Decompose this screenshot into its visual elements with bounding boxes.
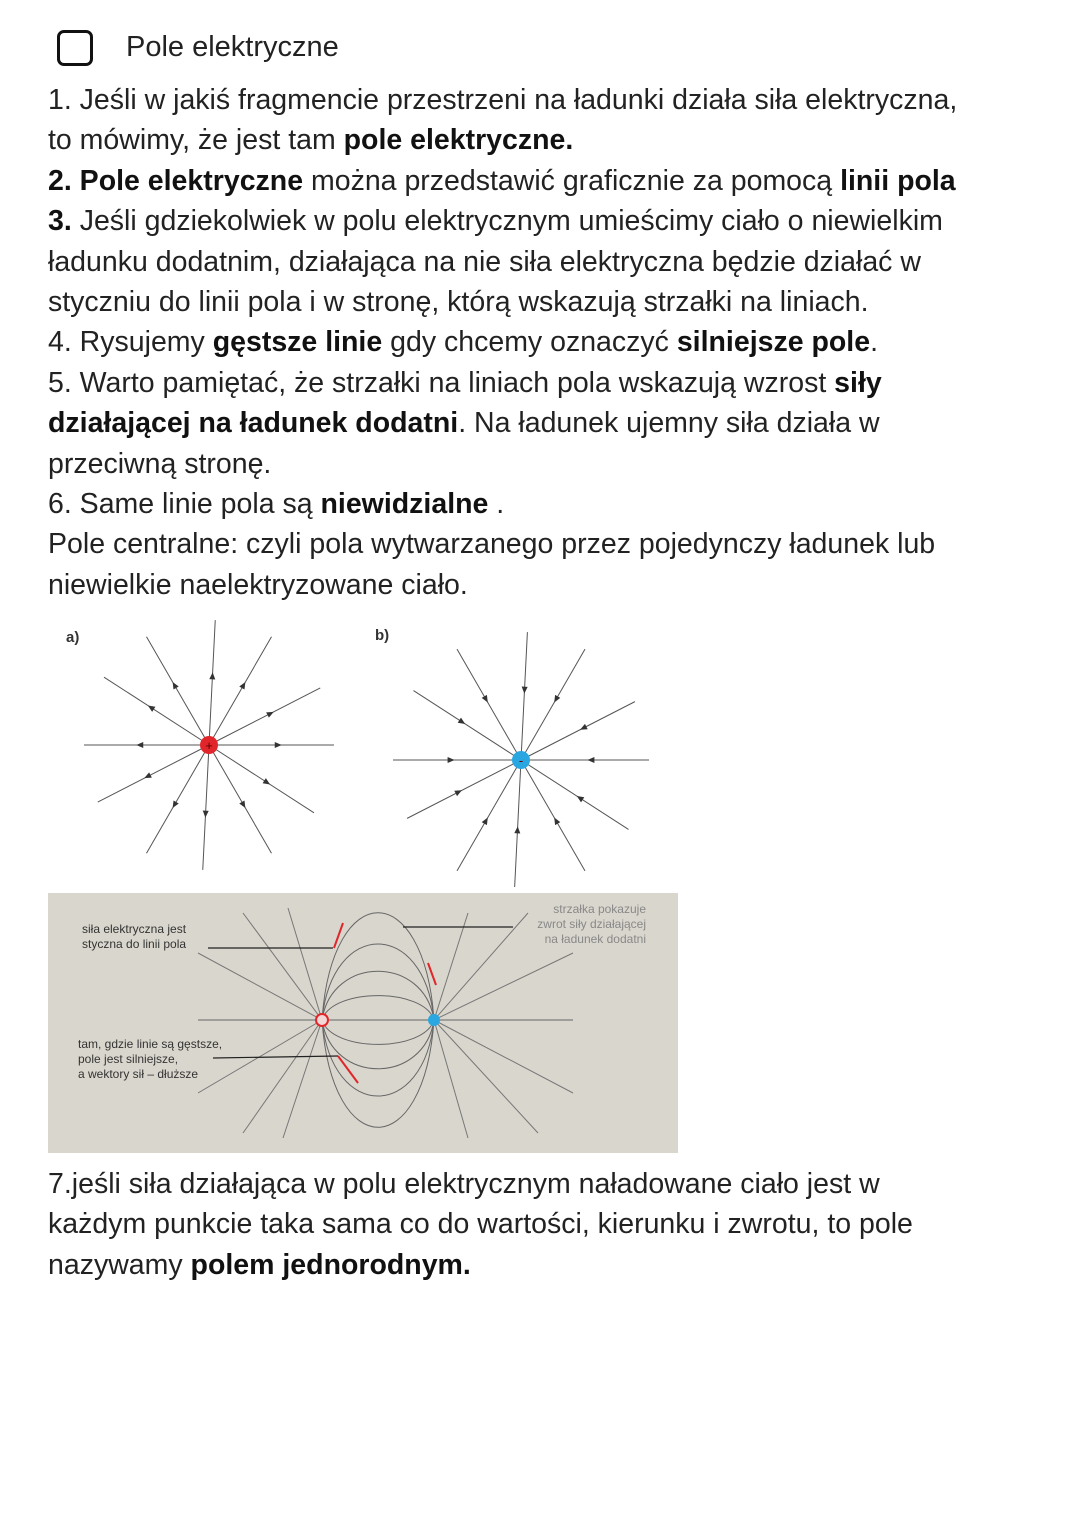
label-dense <box>78 1037 222 1082</box>
text-line <box>48 1245 913 1285</box>
field-line <box>209 620 215 745</box>
field-line <box>209 745 272 853</box>
label-line: styczna do linii pola <box>82 937 187 951</box>
pointer-line <box>213 1056 338 1058</box>
text: . <box>870 326 878 359</box>
bold-text: pole elektryczne. <box>343 124 574 157</box>
field-line <box>515 760 521 887</box>
text: . Na ładunek ujemny siła działa w <box>458 407 880 440</box>
text-line <box>48 1204 913 1244</box>
field-line <box>243 913 322 1020</box>
arrow-head-icon <box>458 718 466 724</box>
text-line <box>48 524 957 564</box>
field-line <box>413 691 521 760</box>
arrow-head-icon <box>482 695 488 703</box>
field-line <box>147 637 210 745</box>
label-line: pole jest silniejsze, <box>78 1052 179 1066</box>
bold-text: 3. <box>48 205 72 238</box>
field-line <box>521 760 585 871</box>
arrow-head-icon <box>577 796 585 802</box>
arrow-head-icon <box>514 826 520 833</box>
label-line: tam, gdzie linie są gęstsze, <box>78 1037 223 1051</box>
arrow-head-icon <box>587 757 594 763</box>
text: gdy chcemy oznaczyć <box>382 326 677 359</box>
negative-charge-icon <box>428 1014 440 1026</box>
label-line: a wektory sił – dłuższe <box>78 1067 199 1081</box>
force-vector-icon <box>334 923 343 948</box>
arrow-head-icon <box>148 706 156 712</box>
arrow-head-icon <box>203 811 209 818</box>
text: 4. Rysujemy <box>48 326 213 359</box>
field-line <box>434 1020 538 1133</box>
bold-text: siły <box>834 366 882 399</box>
field-line <box>198 953 322 1020</box>
bold-text: działającej na ładunek dodatni <box>48 407 459 440</box>
label-line: strzałka pokazuje <box>553 902 646 916</box>
text: Pole centralne: czyli pola wytwarzanego przez pojedynczy ładunek lub <box>48 528 936 561</box>
field-line <box>209 745 314 813</box>
text-line <box>48 363 957 403</box>
field-line <box>283 1020 322 1138</box>
arrow-head-icon <box>209 672 215 679</box>
text: nazywamy <box>48 1248 191 1281</box>
text-line <box>48 282 957 322</box>
label-arrow <box>537 902 646 947</box>
text: można przedstawić graficznie za pomocą <box>303 164 841 197</box>
text: 6. Same linie pola są <box>48 487 321 520</box>
text: ładunku dodatnim, działająca na nie siła elektryczna będzie działać w <box>48 245 921 278</box>
bold-text: gęstsze linie <box>212 326 383 359</box>
text: styczniu do linii pola i w stronę, którą wskazują strzałki na liniach. <box>48 285 869 318</box>
bold-text: linii pola <box>840 164 956 197</box>
text-line <box>48 1164 913 1204</box>
field-line <box>457 649 521 760</box>
field-line <box>322 913 434 1020</box>
charge-sign: - <box>518 753 524 768</box>
text-line <box>48 80 957 120</box>
arrow-head-icon <box>136 742 143 748</box>
field-line <box>521 760 629 829</box>
bold-text: polem jednorodnym. <box>190 1248 471 1281</box>
text-line <box>48 242 957 282</box>
text-line <box>48 403 957 443</box>
label-line: zwrot siły działającej <box>537 917 646 931</box>
field-line <box>434 953 573 1020</box>
label-line: na ładunek dodatni <box>544 932 646 946</box>
field-line <box>243 1020 322 1133</box>
field-line <box>521 632 527 760</box>
figure-a-positive-charge <box>48 612 340 887</box>
field-line <box>322 944 434 1020</box>
text: . <box>488 487 505 520</box>
field-line <box>434 1020 573 1093</box>
text-line <box>48 161 957 201</box>
text-line <box>48 120 957 160</box>
page-title: Pole elektryczne <box>126 31 339 63</box>
text: 1. Jeśli w jakiś fragmencie przestrzeni na ładunki działa siła elektryczna, <box>48 84 958 116</box>
field-line <box>203 745 209 870</box>
text: każdym punkcie taka sama co do wartości, kierunku i zwrotu, to pole <box>48 1208 913 1241</box>
figure-a-label: a) <box>66 629 80 646</box>
field-line <box>104 677 209 745</box>
arrow-head-icon <box>239 682 245 690</box>
figure-b-negative-charge <box>360 612 678 887</box>
charge-sign: + <box>205 738 213 753</box>
field-line <box>322 996 434 1020</box>
arrow-head-icon <box>482 818 488 826</box>
field-line <box>322 1020 434 1044</box>
field-line <box>434 913 468 1020</box>
field-line <box>322 1020 434 1127</box>
arrow-head-icon <box>448 757 455 763</box>
arrow-head-icon <box>239 800 245 808</box>
arrow-head-icon <box>522 687 528 694</box>
bold-text: niewidzialne <box>320 487 489 520</box>
field-line <box>434 1020 468 1138</box>
note-item-7 <box>48 1164 913 1285</box>
arrow-head-icon <box>554 695 560 703</box>
arrow-head-icon <box>554 818 560 826</box>
dipole-field-photo <box>48 893 678 1153</box>
text: 7.jeśli siła działająca w polu elektrycznym naładowane ciało jest w <box>48 1168 880 1200</box>
text: to mówimy, że jest tam <box>48 124 344 157</box>
field-line <box>288 908 322 1020</box>
checkbox[interactable] <box>57 30 93 66</box>
text-line <box>48 565 957 605</box>
arrow-head-icon <box>263 778 271 784</box>
positive-charge-icon <box>316 1014 328 1026</box>
bold-text: 2. Pole elektryczne <box>48 164 304 197</box>
field-line <box>434 913 528 1020</box>
text: Jeśli gdziekolwiek w polu elektrycznym umieścimy ciało o niewielkim <box>71 205 943 238</box>
text-line <box>48 484 957 524</box>
text-line <box>48 201 957 241</box>
text-line <box>48 444 957 484</box>
label-tangent <box>82 922 186 952</box>
arrow-head-icon <box>173 682 179 690</box>
text-line <box>48 322 957 362</box>
arrow-head-icon <box>275 742 282 748</box>
label-line: siła elektryczna jest <box>82 922 187 936</box>
arrow-head-icon <box>173 800 179 808</box>
text: niewielkie naelektryzowane ciało. <box>48 568 468 601</box>
text: przeciwną stronę. <box>48 447 272 480</box>
text: 5. Warto pamiętać, że strzałki na liniach pola wskazują wzrost <box>48 366 835 399</box>
notes-list <box>48 80 957 605</box>
figure-b-label: b) <box>375 627 390 644</box>
bold-text: silniejsze pole <box>676 326 871 359</box>
